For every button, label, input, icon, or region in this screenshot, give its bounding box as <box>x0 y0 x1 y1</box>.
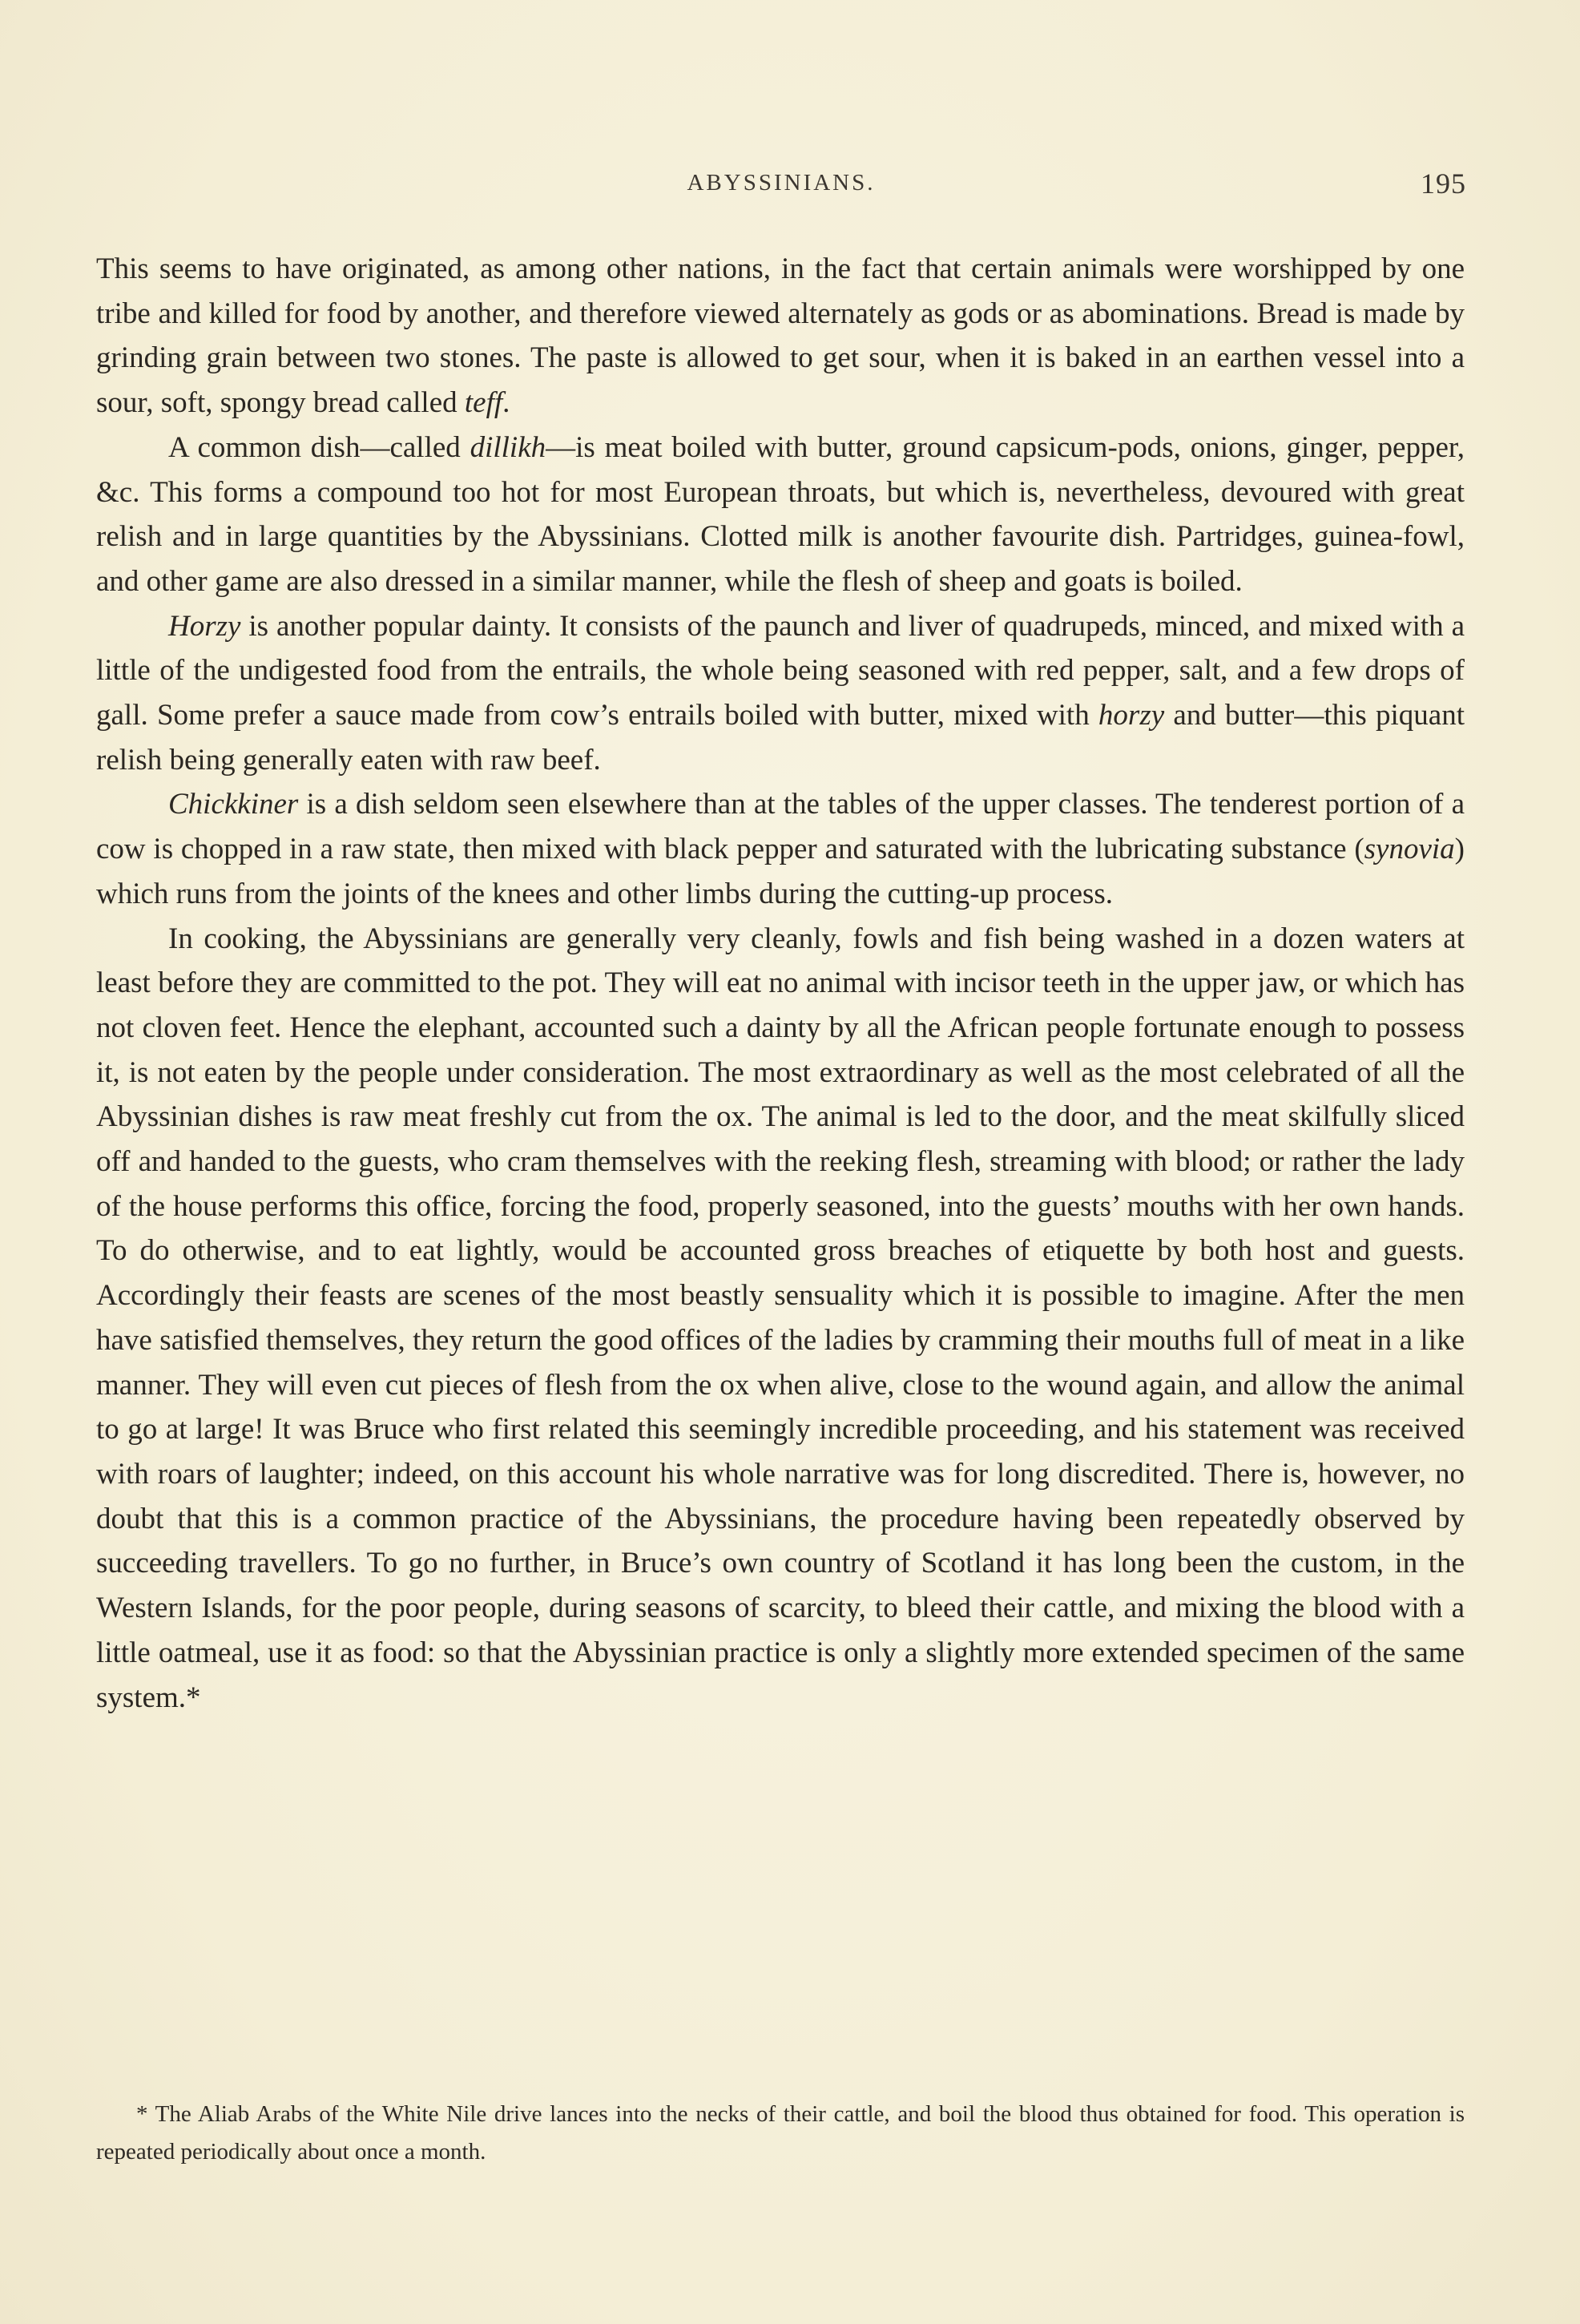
paragraph-raw-meat <box>96 917 1465 1721</box>
paragraph-dillikh <box>96 426 1465 604</box>
italic-term-synovia: synovia <box>1364 833 1455 866</box>
page-number: 195 <box>1421 167 1466 200</box>
text-segment: is another popular dainty. It consists of the paunch and liver of quadrupeds, minced, and mixed with a little of the undigested food from the entrails, the whole being seasoned with red pepper, salt, and a few drops of gall. Some prefer a sauce made from cow’s entrails boiled with butter, mixed with <box>96 609 1465 732</box>
text-segment: A common dish—called <box>168 430 470 464</box>
text-segment: and butter—this piquant relish being generally eaten with raw beef. <box>96 699 1465 777</box>
paragraph-bread <box>96 247 1465 426</box>
text-segment: In cooking, the Abyssinians are generally very cleanly, fowls and fish being washed in a dozen waters at least before they are committed to the pot. They will eat no animal with incisor teeth in the upper jaw, or which has not cloven feet. Hence the elephant, accounted such a dainty by all the African people fortunate enough to possess it, is not eaten by the people under consideration. The most extraordinary as well as the most celebrated of all the Abyssinian dishes is raw meat freshly cut from the ox. The animal is led to the door, and the meat skilfully sliced off and handed to the guests, who cram themselves with the reeking flesh, streaming with blood; or rather the lady of the house performs this office, forcing the food, properly seasoned, into the guests’ mouths with her own hands. To do otherwise, and to eat lightly, would be accounted gross breaches of etiquette by both host and guests. Accordingly their feasts are scenes of the most beastly sensuality which it is possible to imagine. After the men have satisfied themselves, they return the good offices of the ladies by cramming their mouths full of meat in a like manner. They will even cut pieces of flesh from the ox when alive, close to the wound again, and allow the animal to go at large! It was Bruce who first related this seemingly incredible proceeding, and his statement was received with roars of laughter; indeed, on this account his whole narrative was for long discredited. There is, however, no doubt that this is a common practice of the Abyssinians, the procedure having been repeatedly observed by succeeding travellers. To go no further, in Bruce’s own country of Scotland it has long been the custom, in the Western Islands, for the poor people, during seasons of scarcity, to bleed their cattle, and mixing the blood with a little oatmeal, use it as food: so that the Abyssinian practice is only a slightly more extended specimen of the same system.* <box>96 922 1465 1714</box>
text-segment: —is meat boiled with butter, ground capsicum-pods, onions, ginger, pepper, &c. This forms a compound too hot for most European throats, but which is, nevertheless, devoured with great relish and in large quantities by the Abyssinians. Clotted milk is another favourite dish. Partridges, guinea-fowl, and other game are also dressed in a similar manner, while the flesh of sheep and goats is boiled. <box>96 430 1465 598</box>
paragraph-chickkiner <box>96 782 1465 916</box>
italic-term-horzy: horzy <box>1098 699 1165 732</box>
text-segment: ) which runs from the joints of the knees and other limbs during the cutting-up process. <box>96 833 1465 910</box>
italic-term-horzy: Horzy <box>168 609 241 643</box>
footnote: * The Aliab Arabs of the White Nile drive lances into the necks of their cattle, and boil the blood thus obtained for food. This operation is repeated periodically about once a month. <box>96 2101 1465 2165</box>
text-segment: This seems to have originated, as among other nations, in the fact that certain animals were worshipped by one tribe and killed for food by another, and therefore viewed alternately as gods or as abominations. Bread is made by grinding grain between two stones. The paste is allowed to get sour, when it is baked in an earthen vessel into a sour, soft, spongy bread called <box>96 252 1465 420</box>
text-segment: is a dish seldom seen elsewhere than at the tables of the upper classes. The tenderest portion of a cow is chopped in a raw state, then mixed with black pepper and saturated with the lubricating substance ( <box>96 788 1465 866</box>
text-segment: . <box>502 386 510 420</box>
paragraph-horzy <box>96 604 1465 783</box>
italic-term-dillikh: dillikh <box>470 430 546 464</box>
italic-term-teff: teff <box>464 386 503 420</box>
page-header <box>96 167 1466 210</box>
italic-term-chickkiner: Chickkiner <box>168 788 299 821</box>
running-title: ABYSSINIANS. <box>687 170 876 196</box>
body-text <box>96 247 1465 1720</box>
